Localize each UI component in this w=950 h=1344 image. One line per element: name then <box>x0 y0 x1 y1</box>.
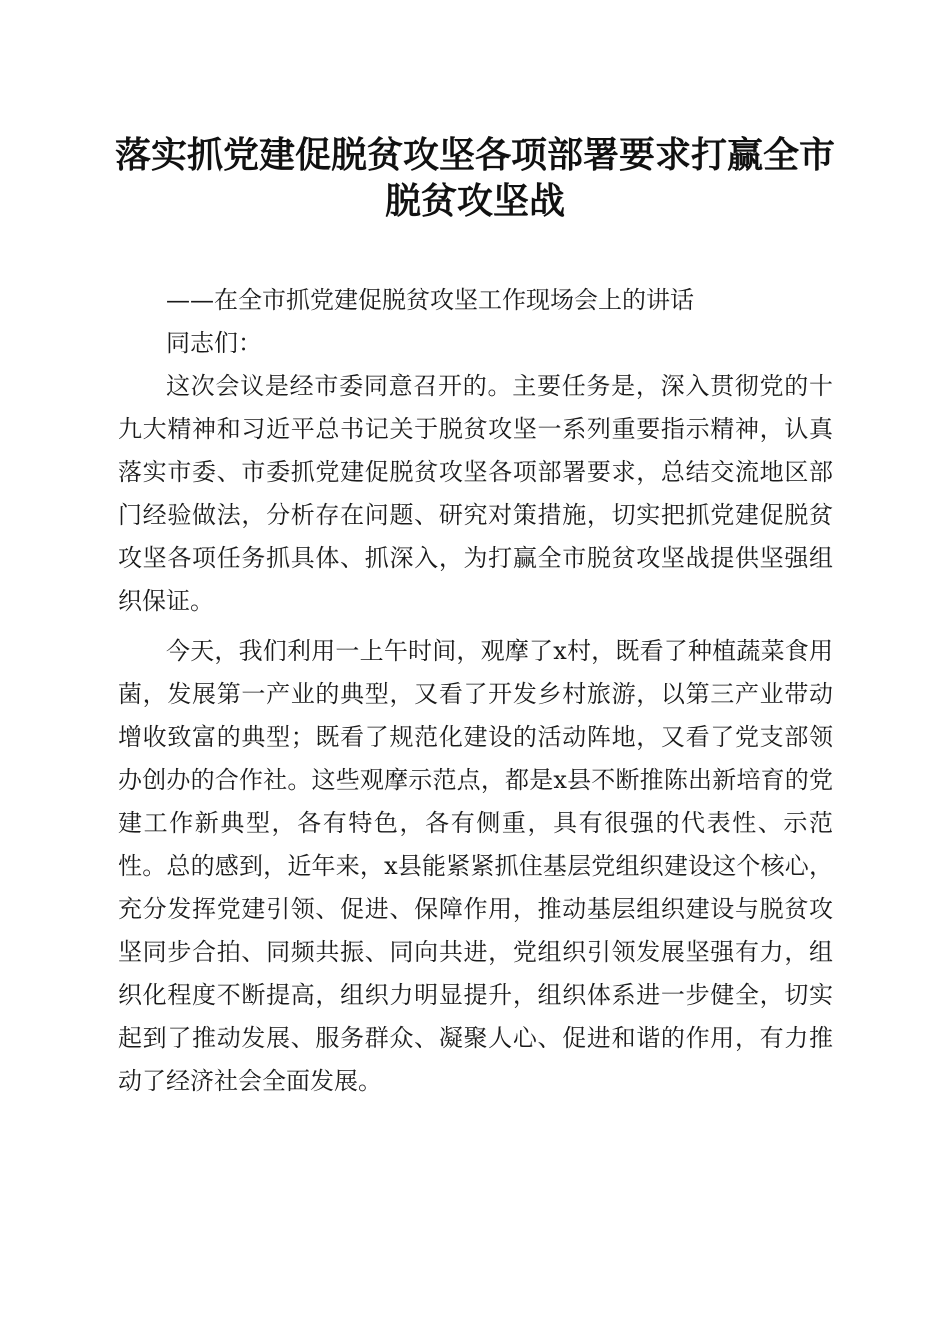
document-title <box>110 132 840 224</box>
title-line-1: 落实抓党建促脱贫攻坚各项部署要求打赢全市 <box>114 134 835 176</box>
title-line-2: 脱贫攻坚战 <box>384 180 565 222</box>
salutation: 同志们： <box>166 329 262 357</box>
document-body <box>118 279 833 1103</box>
subtitle: ——在全市抓党建促脱贫攻坚工作现场会上的讲话 <box>166 286 694 314</box>
paragraph: 今天，我们利用一上午时间，观摩了x村，既看了种植蔬菜食用菌，发展第一产业的典型，又看了开发乡村旅游，以第三产业带动增收致富的典型；既看了规范化建设的活动阵地，又看了党支部领办创办的合作社。这些观摩示范点，都是x县不断推陈出新培育的党建工作新典型，各有特色，各有侧重，具有很强的代表性、示范性。总的感到，近年来，x县能紧紧抓住基层党组织建设这个核心，充分发挥党建引领、促进、保障作用，推动基层组织建设与脱贫攻坚同步合拍、同频共振、同向共进，党组织引领发展坚强有力，组织化程度不断提高，组织力明显提升，组织体系进一步健全，切实起到了推动发展、服务群众、凝聚人心、促进和谐的作用，有力推动了经济社会全面发展。 <box>118 637 833 1095</box>
paragraph: 这次会议是经市委同意召开的。主要任务是，深入贯彻党的十九大精神和习近平总书记关于脱贫攻坚一系列重要指示精神，认真落实市委、市委抓党建促脱贫攻坚各项部署要求，总结交流地区部门经验做法，分析存在问题、研究对策措施，切实把抓党建促脱贫攻坚各项任务抓具体、抓深入，为打赢全市脱贫攻坚战提供坚强组织保证。 <box>118 372 833 615</box>
